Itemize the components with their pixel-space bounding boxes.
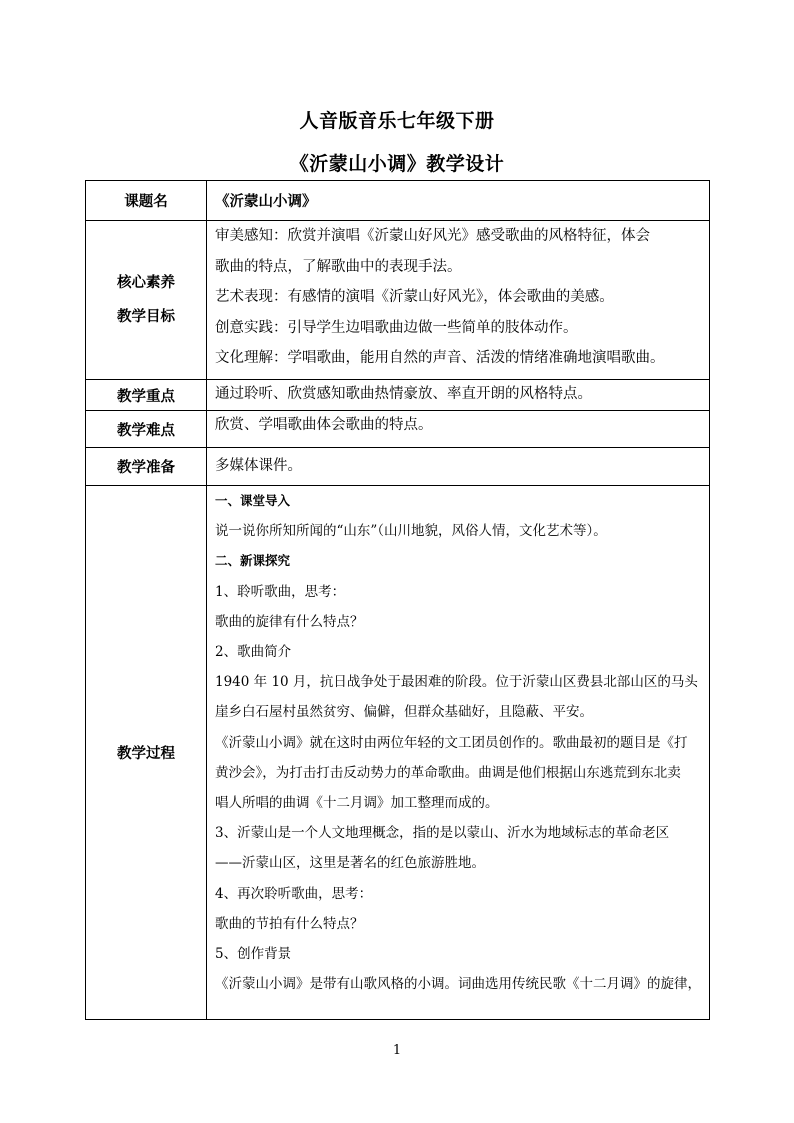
process-line: 歌曲的旋律有什么特点？: [215, 613, 364, 630]
row-goals: [86, 221, 710, 380]
process-line: ——沂蒙山区，这里是著名的红色旅游胜地。: [215, 855, 485, 872]
goal-line: 创意实践：引导学生边唱歌曲边做一些简单的肢体动作。: [215, 319, 578, 336]
key-points-label: 教学重点: [86, 380, 207, 411]
preparation-label: 教学准备: [86, 448, 207, 486]
goal-line: 审美感知：欣赏并演唱《沂蒙山好风光》感受歌曲的风格特征，体会: [215, 228, 650, 244]
goals-label-line2: 教学目标: [117, 308, 175, 325]
process-line: 唱人所唱的曲调《十二月调》加工整理而成的。: [215, 795, 499, 812]
process-line: 5、创作背景: [215, 946, 292, 963]
row-topic: [86, 181, 710, 221]
process-line: 说一说你所知所闻的“山东”（山川地貌，风俗人情，文化艺术等）。: [215, 523, 607, 540]
goal-line: 歌曲的特点，了解歌曲中的表现手法。: [215, 258, 462, 275]
page-number: 1: [392, 1043, 402, 1058]
row-key-points: [86, 380, 710, 411]
process-line: 歌曲的节拍有什么特点？: [215, 915, 364, 932]
key-points-value: 通过聆听、欣赏感知歌曲热情豪放、率直开朗的风格特点。: [215, 386, 592, 402]
process-line: 崖乡白石屋村虽然贫穷、偏僻，但群众基础好，且隐蔽、平安。: [215, 704, 593, 721]
row-process: [86, 486, 710, 1020]
process-line: 1940 年 10 月，抗日战争处于最困难的阶段。位于沂蒙山区费县北部山区的马头: [215, 674, 698, 691]
process-content: [207, 486, 710, 1020]
document-title: 人音版音乐七年级下册: [299, 110, 495, 132]
goals-content: [207, 221, 710, 380]
process-line: 《沂蒙山小调》就在这时由两位年轻的文工团员创作的。歌曲最初的题目是《打: [215, 734, 688, 751]
goal-line: 艺术表现：有感情的演唱《沂蒙山好风光》，体会歌曲的美感。: [215, 289, 614, 305]
process-line: 4、再次聆听歌曲，思考：: [215, 885, 373, 902]
process-label: 教学过程: [86, 486, 207, 1020]
process-line: 3、沂蒙山是一个人文地理概念，指的是以蒙山、沂水为地域标志的革命老区: [215, 825, 670, 842]
process-line: 黄沙会》，为打击打击反动势力的革命歌曲。曲调是他们根据山东逃荒到东北卖: [215, 764, 681, 781]
row-difficulties: [86, 411, 710, 448]
difficulties-value: 欣赏、学唱歌曲体会歌曲的特点。: [215, 417, 433, 433]
row-preparation: [86, 448, 710, 486]
section-heading: 二、新课探究: [215, 553, 291, 569]
section-heading: 一、课堂导入: [215, 493, 291, 508]
process-line: 2、歌曲简介: [215, 644, 292, 661]
goals-label-line1: 核心素养: [117, 274, 175, 291]
process-line: 1、聆听歌曲，思考：: [215, 583, 346, 600]
process-line: 《沂蒙山小调》是带有山歌风格的小调。词曲选用传统民歌《十二月调》的旋律，: [215, 976, 701, 993]
lesson-title: 《沂蒙山小调》教学设计: [289, 153, 505, 175]
goal-line: 文化理解：学唱歌曲，能用自然的声音、活泼的情绪准确地演唱歌曲。: [215, 350, 665, 366]
topic-value: 《沂蒙山小调》: [215, 193, 317, 210]
lesson-plan-table: [85, 180, 710, 1020]
preparation-value: 多媒体课件。: [215, 458, 302, 474]
goals-label: [86, 221, 207, 380]
difficulties-label: 教学难点: [86, 411, 207, 448]
topic-label: 课题名: [86, 181, 207, 221]
